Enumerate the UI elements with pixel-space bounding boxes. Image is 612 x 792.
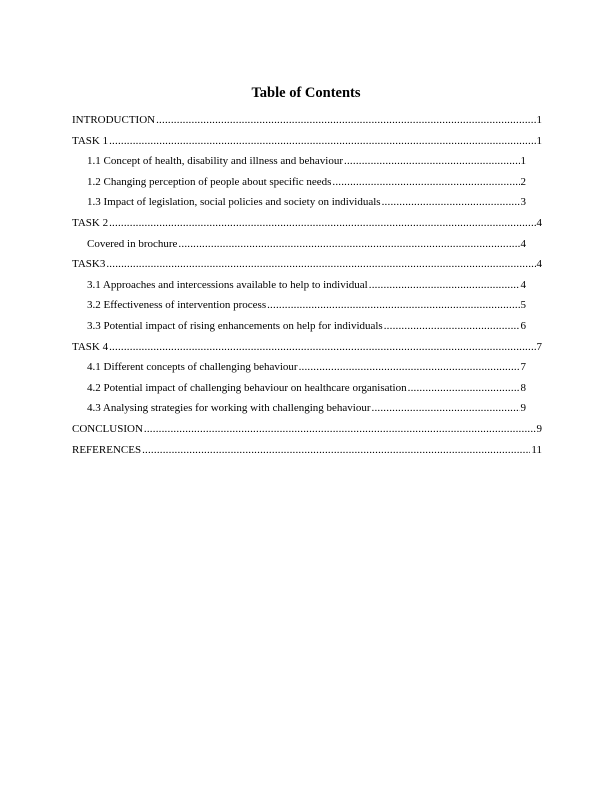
toc-dot-leader [372, 401, 520, 415]
toc-entry-label: 4.2 Potential impact of challenging behaviour on healthcare organisation [87, 381, 407, 394]
toc-dot-leader [106, 257, 535, 271]
toc-list [72, 113, 542, 463]
toc-dot-leader [382, 195, 520, 209]
toc-dot-leader [332, 175, 519, 189]
toc-entry-label: 1.3 Impact of legislation, social policies and society on individuals [87, 196, 381, 209]
toc-dot-leader [369, 278, 520, 292]
toc-dot-leader [299, 360, 520, 374]
toc-entry-page-number: 4 [520, 278, 526, 291]
toc-entry-subsection[interactable] [87, 381, 526, 402]
toc-entry-label: TASK 1 [72, 134, 109, 147]
toc-entry-label: CONCLUSION [72, 422, 143, 435]
toc-entry-label: Covered in brochure [87, 237, 178, 250]
toc-entry-label: 4.3 Analysing strategies for working with challenging behaviour [87, 402, 371, 415]
toc-dot-leader [267, 298, 519, 312]
toc-entry-page-number: 3 [520, 196, 526, 209]
toc-dot-leader [156, 113, 535, 127]
toc-dot-leader [144, 422, 536, 436]
toc-entry-page-number: 4 [536, 258, 542, 271]
toc-dot-leader [109, 134, 535, 148]
toc-entry-page-number: 2 [520, 175, 526, 188]
toc-entry-section[interactable] [72, 216, 542, 237]
toc-entry-page-number: 1 [520, 155, 526, 168]
toc-entry-subsection[interactable] [87, 175, 526, 196]
toc-entry-section[interactable] [72, 113, 542, 134]
toc-dot-leader [109, 216, 535, 230]
toc-entry-label: 4.1 Different concepts of challenging behaviour [87, 361, 298, 374]
toc-entry-subsection[interactable] [87, 237, 526, 258]
toc-entry-page-number: 11 [531, 443, 542, 456]
toc-entry-label: REFERENCES [72, 443, 142, 456]
toc-entry-label: 1.2 Changing perception of people about specific needs [87, 175, 332, 188]
toc-dot-leader [408, 381, 520, 395]
toc-dot-leader [142, 443, 530, 457]
toc-entry-page-number: 7 [536, 340, 542, 353]
toc-entry-page-number: 1 [536, 114, 542, 126]
toc-title: Table of Contents [251, 85, 361, 101]
toc-dot-leader [344, 154, 519, 168]
toc-entry-label: TASK 4 [72, 340, 109, 353]
toc-entry-page-number: 4 [520, 237, 526, 250]
toc-entry-section[interactable] [72, 422, 542, 443]
toc-entry-section[interactable] [72, 443, 542, 464]
toc-entry-subsection[interactable] [87, 319, 526, 340]
toc-entry-page-number: 7 [520, 361, 526, 374]
toc-entry-label: 1.1 Concept of health, disability and illness and behaviour [87, 155, 344, 168]
toc-entry-subsection[interactable] [87, 401, 526, 422]
toc-entry-subsection[interactable] [87, 154, 526, 175]
toc-entry-label: INTRODUCTION [72, 114, 156, 126]
toc-entry-page-number: 6 [520, 319, 526, 332]
toc-entry-section[interactable] [72, 340, 542, 361]
toc-entry-page-number: 5 [520, 299, 526, 312]
toc-dot-leader [178, 237, 519, 251]
toc-dot-leader [384, 319, 520, 333]
toc-entry-page-number: 9 [536, 422, 542, 435]
toc-entry-label: TASK 2 [72, 216, 109, 229]
toc-entry-label: 3.1 Approaches and intercessions available to help to individual [87, 278, 368, 291]
toc-entry-page-number: 4 [536, 216, 542, 229]
toc-entry-subsection[interactable] [87, 360, 526, 381]
toc-entry-page-number: 8 [520, 381, 526, 394]
toc-entry-label: 3.2 Effectiveness of intervention process [87, 299, 267, 312]
toc-entry-page-number: 9 [520, 402, 526, 415]
toc-entry-subsection[interactable] [87, 195, 526, 216]
toc-entry-subsection[interactable] [87, 278, 526, 299]
toc-entry-page-number: 1 [536, 134, 542, 147]
toc-dot-leader [109, 340, 535, 354]
toc-entry-subsection[interactable] [87, 298, 526, 319]
toc-entry-section[interactable] [72, 134, 542, 155]
toc-entry-label: TASK3 [72, 258, 106, 271]
toc-entry-section[interactable] [72, 257, 542, 278]
toc-entry-label: 3.3 Potential impact of rising enhancements on help for individuals [87, 319, 383, 332]
